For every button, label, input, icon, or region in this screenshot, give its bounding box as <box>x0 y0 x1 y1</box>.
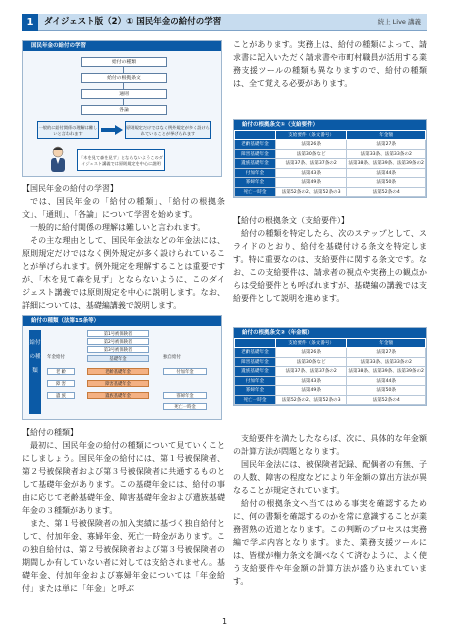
survivor-basic-pension: 遺族基礎年金 <box>87 392 149 399</box>
table-cell: 法第30条など <box>275 149 347 159</box>
flow-box-specific: 各論 <box>81 105 167 115</box>
paragraph: 最初に、国民年金の給付の種類について見ていくことにしましょう。国民年金の給付には、第１号被保険者、第２号被保険者および第３号被保険者に共通するものとして基礎年金があります。この基礎年金には、給付の事由に応じて老齢基礎年金、障害基礎年金および遺族基礎年金の３種類があります。 <box>22 441 225 515</box>
paragraph: 国民年金法には、被保険者記録、配偶者の有無、子の人数、障害の程度などにより年金額の算出方法が異なることが規定されています。 <box>233 460 427 495</box>
table-header-row <box>235 131 426 140</box>
row-survivor: 遺 族 <box>47 392 75 399</box>
slide-title-bar <box>23 41 221 51</box>
table-cell: 法第50条 <box>347 386 426 396</box>
section-continuation <box>233 38 427 90</box>
col-header: 支給要件（条文番号） <box>275 131 347 140</box>
chapter-number: 1 <box>22 14 38 31</box>
table-cell: 法第50条 <box>347 178 426 188</box>
section-amount-calculation <box>233 432 427 588</box>
paragraph: では、国民年金の「給付の種類」、「給付の根拠条文」、「通則」、「各論」について学習を始めます。 <box>22 197 225 219</box>
table-row <box>235 348 426 358</box>
insured-type-1: 第1号被保険者 <box>87 330 149 337</box>
paragraph: ことがあります。実務上は、給付の種類によって、請求書に記入いただく請求書や市町村職員が活用する業務支援ツールの種類も異なりますので、給付の種類は、全て覚える必要があります。 <box>233 40 427 88</box>
table-cell: 障害基礎年金 <box>235 149 276 159</box>
lecturer-icon <box>47 145 69 173</box>
slide-benefit-types <box>22 315 222 420</box>
table-cell: 法第43条 <box>275 168 347 178</box>
section-heading: 【国民年金の給付の学習】 <box>22 184 118 193</box>
slide-pension-benefit-study <box>22 40 222 177</box>
brand-label: 続上 Live 講義 <box>377 18 421 26</box>
insured-type-2: 第2号被保険者 <box>87 338 149 345</box>
disability-basic-pension: 障害基礎年金 <box>87 380 149 387</box>
col-header: 支給要件（条文番号） <box>275 339 347 348</box>
slide-title-bar <box>23 316 221 326</box>
table <box>234 130 426 197</box>
table-cell: 法第49条 <box>275 178 347 188</box>
table-cell: 付加年金 <box>235 168 276 178</box>
section-heading: 【給付の根拠条文（支給要件）】 <box>233 216 349 225</box>
label-independent-benefit: 独自給付 <box>163 355 181 360</box>
table-cell: 付加年金 <box>235 376 276 386</box>
table-cell: 法第27条 <box>347 140 426 150</box>
table-row <box>235 376 426 386</box>
table-header-row <box>235 339 426 348</box>
death-lump-sum: 死亡一時金 <box>163 403 207 410</box>
insured-type-3: 第3号被保険者 <box>87 346 149 353</box>
table-cell: 法第26条 <box>275 348 347 358</box>
paragraph: 給付の根拠条文へ当てはめる事実を確認するために、何の書類を確認するのかを常に意識することが業務習熟の近道となります。この判断のプロセスは実務編で学ぶ内容となります。また、業務支援ツールには、皆様が権力条文を調べなくて済むように、よく使う支給要件や年金額の計算方法が盛り込まれています。 <box>233 499 427 586</box>
table-cell: 老齢基礎年金 <box>235 348 276 358</box>
arrow-icon <box>101 125 123 135</box>
table-cell: 死亡一時金 <box>235 187 276 197</box>
chapter-title: ダイジェスト版（2）① 国民年金の給付の学習 <box>44 17 222 27</box>
table-cell: 法第38条、法第39条、法第39条の2 <box>347 367 426 377</box>
table-cell: 法第37条、法第37条の2 <box>275 367 347 377</box>
table-cell: 法第33条、法第33条の2 <box>347 149 426 159</box>
table-cell: 法第44条 <box>347 168 426 178</box>
chapter-header <box>22 14 427 31</box>
page-number: 1 <box>221 617 228 626</box>
table-row <box>235 386 426 396</box>
additional-pension: 付加年金 <box>163 368 207 375</box>
table-cell: 法第26条 <box>275 140 347 150</box>
table-cell: 法第52条の2、法第52条の3 <box>275 395 347 405</box>
table-row <box>235 187 426 197</box>
paragraph: 支給要件を満たしたならば、次に、具体的な年金額の計算方法が問題となります。 <box>233 434 427 456</box>
col-header <box>235 131 276 140</box>
table-row <box>235 159 426 169</box>
old-age-basic-pension: 老齢基礎年金 <box>87 368 149 375</box>
table-cell: 寡婦年金 <box>235 178 276 188</box>
table-row <box>235 357 426 367</box>
table <box>234 338 426 405</box>
paragraph: 一般的に給付関係の理解は難しいと言われます。 <box>30 223 206 232</box>
widow-pension: 寡婦年金 <box>163 392 207 399</box>
col-header: 年金額 <box>347 339 426 348</box>
paragraph: また、第１号被保険者の加入実績に基づく独自給付として、付加年金、寡婦年金、死亡一時金があります。この独自給付は、第２号被保険者および第３号被保険者の期間しか有していない者に対しては支給されません。基礎年金、付加年金および寡婦年金については「年金給付」または単に「年金」と呼ぶ <box>22 519 225 593</box>
table-cell: 法第30条など <box>275 357 347 367</box>
flow-box-general: 通則 <box>81 89 167 99</box>
flow-box-basis: 給付の根拠条文 <box>81 73 167 83</box>
table-title: 給付の根拠条文②（年金額） <box>234 328 426 338</box>
table-row <box>235 168 426 178</box>
section-basis-requirements <box>233 214 427 305</box>
section-benefit-study <box>22 182 225 312</box>
note-difficulty: 一般的に給付関係の理解は難しいと言われます <box>37 121 99 139</box>
table-cell: 死亡一時金 <box>235 395 276 405</box>
table-cell: 法第52条の4 <box>347 187 426 197</box>
table-cell: 法第52条の4 <box>347 395 426 405</box>
table-basis-requirements <box>233 119 427 198</box>
row-disability: 障 害 <box>47 380 75 387</box>
table-title: 給付の根拠条文①（支給要件） <box>234 120 426 130</box>
flow-box-kind: 給付の種類 <box>81 57 167 67</box>
table-row <box>235 367 426 377</box>
slide-title: 国民年金の給付の学習 <box>31 43 87 49</box>
table-cell: 法第49条 <box>275 386 347 396</box>
table-row <box>235 178 426 188</box>
table-row <box>235 395 426 405</box>
table-basis-amount <box>233 327 427 406</box>
table-cell: 寡婦年金 <box>235 386 276 396</box>
table-cell: 法第37条、法第37条の2 <box>275 159 347 169</box>
col-header: 年金額 <box>347 131 426 140</box>
section-benefit-types <box>22 426 225 595</box>
note-approach: 「木を見て森を見ず」とならないようこのダイジェスト講義では原則規定を中心に説明 <box>77 149 165 171</box>
table-cell: 遺族基礎年金 <box>235 159 276 169</box>
benefit-types-tab: 給付の種類 <box>29 330 41 414</box>
table-cell: 法第27条 <box>347 348 426 358</box>
table-cell: 法第38条、法第39条、法第39条の2 <box>347 159 426 169</box>
table-row <box>235 140 426 150</box>
section-heading: 【給付の種類】 <box>22 428 78 437</box>
slide-title: 給付の種類（法第15条等） <box>31 318 100 324</box>
table-cell: 法第52条の2、法第52条の3 <box>275 187 347 197</box>
table-cell: 法第43条 <box>275 376 347 386</box>
label-pension-benefit: 年金給付 <box>47 355 65 360</box>
table-cell: 法第33条、法第33条の2 <box>347 357 426 367</box>
table-cell: 老齢基礎年金 <box>235 140 276 150</box>
note-exceptions: 原則規定だけではなく例外規定が多く設けられていることが挙げられます <box>125 121 211 139</box>
paragraph: 給付の種類を特定したら、次のステップとして、スライドのとおり、給付を基礎付ける条文を特定します。特に重要なのは、支給要件に関する条文です。なお、この支給要件は、請求者の視点や実務上の観点からは受給要件とも呼ばれますが、基礎編の講義では支給要件として説明を進めます。 <box>233 229 427 303</box>
table-row <box>235 149 426 159</box>
basic-pension: 基礎年金 <box>87 355 149 362</box>
table-cell: 障害基礎年金 <box>235 357 276 367</box>
table-cell: 遺族基礎年金 <box>235 367 276 377</box>
col-header <box>235 339 276 348</box>
paragraph: その主な理由として、国民年金法などの年金法には、原則規定だけではなく例外規定が多く設けられていることが挙げられます。例外規定を理解することは重要ですが、「木を見て森を見ず」とならないように、このダイジェスト講義では原則規定を中心に説明します。なお、詳細については、基礎編講義で説明します。 <box>22 236 225 310</box>
table-cell: 法第44条 <box>347 376 426 386</box>
row-old-age: 老 齢 <box>47 368 75 375</box>
